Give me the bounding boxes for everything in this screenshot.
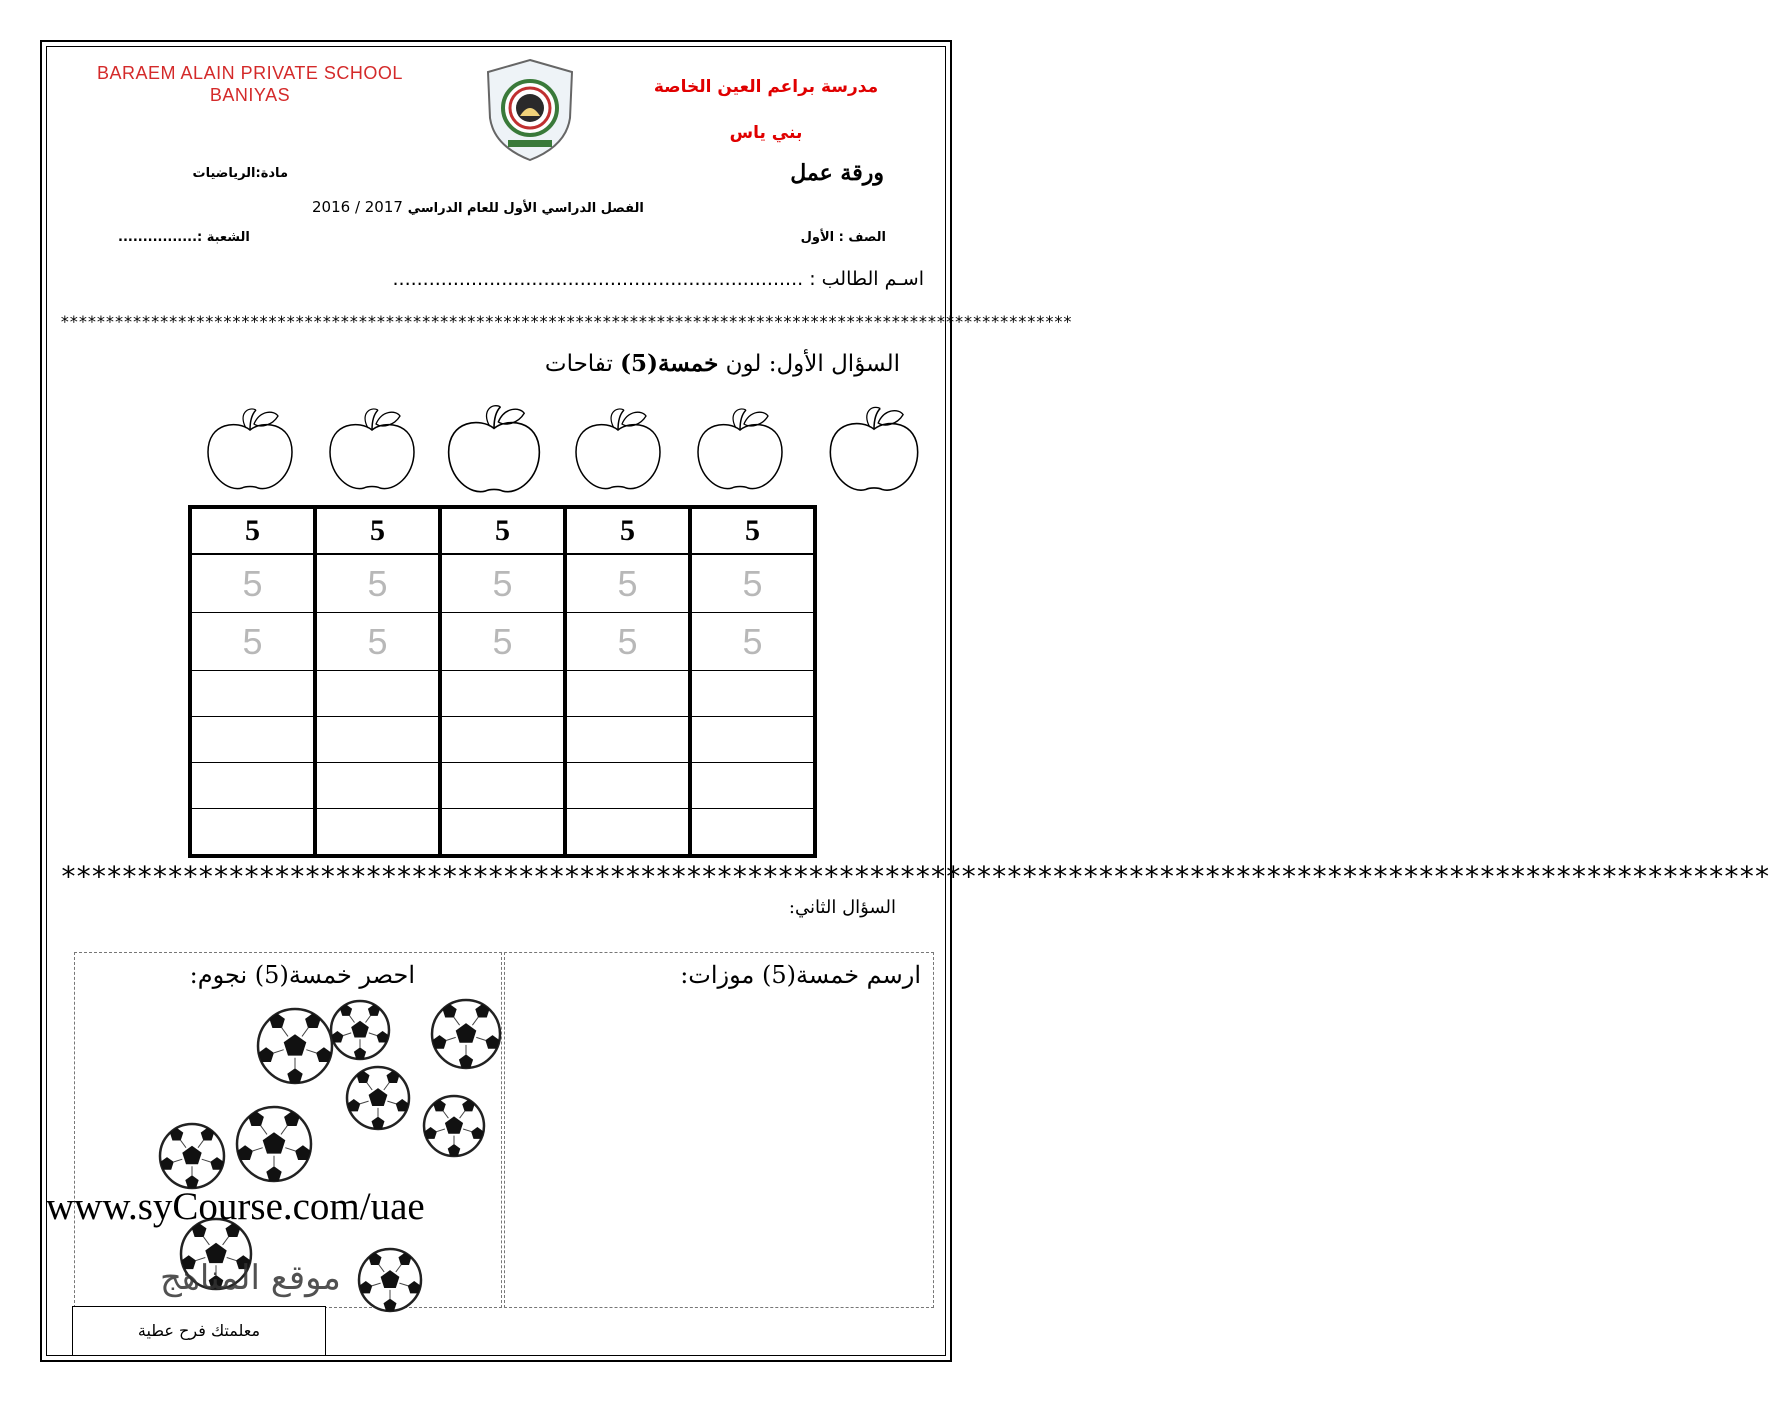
soccer-ball-icon[interactable] — [424, 1096, 484, 1156]
school-name-arabic — [636, 64, 896, 156]
year: 2016 / 2017 — [312, 198, 403, 216]
soccer-ball-icon[interactable] — [432, 1000, 500, 1068]
grid-cell-empty[interactable] — [565, 717, 690, 763]
grid-cell-empty[interactable] — [315, 671, 440, 717]
grid-cell-empty[interactable] — [190, 717, 315, 763]
number-writing-grid — [188, 505, 817, 858]
draw-bananas-title: ارسم خمسة(5) موزات: — [680, 961, 921, 989]
grid-row-empty — [190, 671, 815, 717]
soccer-ball-icon[interactable] — [258, 1009, 332, 1083]
grid-cell-bold: 5 — [190, 507, 315, 554]
grid-cell-bold: 5 — [315, 507, 440, 554]
teacher-signature: معلمتك فرح عطية — [72, 1306, 326, 1356]
grid-cell-bold: 5 — [565, 507, 690, 554]
grid-cell-empty[interactable] — [190, 809, 315, 857]
question-2-label: السؤال الثاني: — [788, 897, 896, 918]
question-1-title — [545, 350, 900, 377]
school-name-ar-line2: بني ياس — [729, 123, 803, 143]
grid-cell-empty[interactable] — [565, 671, 690, 717]
draw-bananas-box[interactable] — [504, 952, 934, 1308]
grid-row-empty — [190, 809, 815, 857]
soccer-ball-icon[interactable] — [237, 1107, 311, 1181]
q1-suffix: تفاحات — [544, 351, 621, 377]
grid-row-trace — [190, 613, 815, 671]
watermark-url: www.syCourse.com/uae — [46, 1185, 425, 1228]
separator-stars-large: **************************************************************************************************************** — [60, 860, 1769, 893]
grid-cell-trace[interactable]: 5 — [315, 613, 440, 671]
grid-cell-trace[interactable]: 5 — [190, 613, 315, 671]
separator-stars: **************************************************************************************************************** — [60, 312, 1072, 331]
q1-prefix: السؤال الأول: لون — [718, 351, 900, 377]
grid-cell-empty[interactable] — [440, 671, 565, 717]
grid-cell-bold: 5 — [690, 507, 815, 554]
soccer-ball-icon[interactable] — [359, 1249, 421, 1311]
grid-cell-trace[interactable]: 5 — [690, 554, 815, 613]
grid-cell-trace[interactable]: 5 — [315, 554, 440, 613]
school-name-ar-line1: مدرسة براعم العين الخاصة — [653, 77, 879, 97]
grid-cell-empty[interactable] — [690, 763, 815, 809]
apple-outline-icon[interactable] — [330, 409, 414, 489]
q1-bold: خمسة(5) — [620, 350, 719, 377]
subject-label: مادة:الرياضيات — [192, 166, 288, 181]
grid-cell-empty[interactable] — [315, 717, 440, 763]
grid-cell-trace[interactable]: 5 — [565, 613, 690, 671]
grid-cell-empty[interactable] — [565, 809, 690, 857]
school-name-english — [60, 62, 440, 106]
semester-text: الفصل الدراسي الأول للعام الدراسي — [407, 201, 644, 216]
soccer-ball-icon[interactable] — [331, 1001, 389, 1059]
grid-cell-trace[interactable]: 5 — [440, 554, 565, 613]
grid-cell-empty[interactable] — [440, 717, 565, 763]
grid-cell-empty[interactable] — [440, 809, 565, 857]
semester-line — [312, 198, 644, 216]
school-name-en-line1: BARAEM ALAIN PRIVATE SCHOOL — [97, 63, 403, 83]
grid-cell-empty[interactable] — [190, 671, 315, 717]
grid-row-empty — [190, 717, 815, 763]
apples-row — [200, 398, 930, 498]
grid-cell-empty[interactable] — [690, 809, 815, 857]
grid-cell-trace[interactable]: 5 — [690, 613, 815, 671]
school-crest-icon — [484, 58, 576, 162]
grid-row-trace — [190, 554, 815, 613]
grid-cell-trace[interactable]: 5 — [440, 613, 565, 671]
section-field[interactable]: الشعبة :................ — [118, 230, 250, 245]
grid-cell-bold: 5 — [440, 507, 565, 554]
grid-cell-trace[interactable]: 5 — [190, 554, 315, 613]
apple-outline-icon[interactable] — [698, 409, 782, 489]
apple-outline-icon[interactable] — [208, 409, 292, 489]
grid-cell-trace[interactable]: 5 — [565, 554, 690, 613]
grid-cell-empty[interactable] — [440, 763, 565, 809]
soccer-ball-icon[interactable] — [347, 1067, 409, 1129]
circle-stars-title: احصر خمسة(5) نجوم: — [189, 961, 415, 989]
grade-label: الصف : الأول — [800, 230, 886, 245]
grid-cell-empty[interactable] — [690, 717, 815, 763]
grid-cell-empty[interactable] — [690, 671, 815, 717]
grid-cell-empty[interactable] — [315, 763, 440, 809]
grid-cell-empty[interactable] — [315, 809, 440, 857]
soccer-ball-icon[interactable] — [160, 1124, 224, 1188]
grid-cell-empty[interactable] — [190, 763, 315, 809]
grid-cell-empty[interactable] — [565, 763, 690, 809]
worksheet-title: ورقة عمل — [790, 160, 884, 186]
school-name-en-line2: BANIYAS — [209, 85, 291, 105]
grid-row-bold — [190, 507, 815, 554]
apple-outline-icon[interactable] — [830, 407, 917, 490]
apple-outline-icon[interactable] — [576, 409, 660, 489]
watermark-site-name: موقع المناهج — [160, 1258, 341, 1298]
grid-row-empty — [190, 763, 815, 809]
apple-outline-icon[interactable] — [449, 406, 540, 492]
student-name-field[interactable]: اسـم الطالب : .................................................................... — [392, 268, 924, 290]
